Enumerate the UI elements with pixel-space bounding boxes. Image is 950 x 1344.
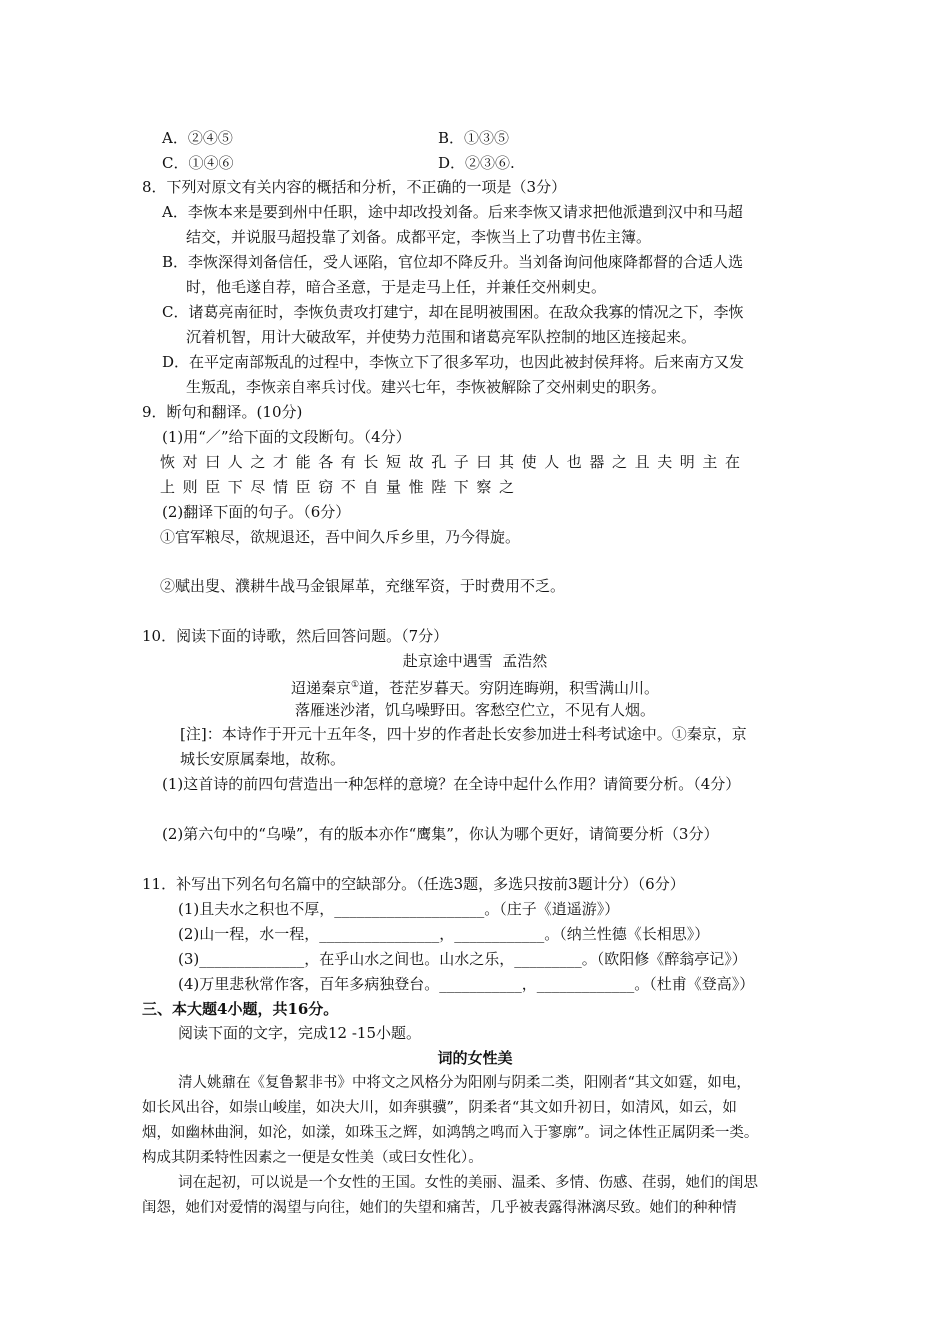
q8-option-d-line1: D．在平定南部叛乱的过程中，李恢立下了很多军功，也因此被封侯拜将。后来南方又发 — [162, 353, 745, 371]
poem-line-1b: 道，苍茫岁暮天。穷阴连晦朔，积雪满山川。 — [359, 679, 660, 697]
q8-option-b-line2: 时，他毛遂自荐，暗合圣意，于是走马上任，并兼任交州刺史。 — [186, 278, 607, 296]
q9-part1-prompt: (1)用“／”给下面的文段断句。（4分） — [162, 428, 411, 446]
section-3-heading: 三、本大题4小题，共16分。 — [142, 1000, 339, 1018]
q9-stem: 9．断句和翻译。(10分) — [142, 403, 303, 421]
essay-title: 词的女性美 — [437, 1049, 513, 1067]
section-3-intro: 阅读下面的文字，完成12 -15小题。 — [178, 1024, 422, 1042]
q11-item-4: (4)万里悲秋常作客，百年多病独登台。___________，_____________。（杜甫《登高》） — [178, 975, 755, 993]
footnote-marker: ① — [350, 680, 360, 690]
poem-note-line1: [注]：本诗作于开元十五年冬，四十岁的作者赴长安参加进士科考试途中。①秦京，京 — [180, 725, 747, 743]
poem-line-1a: 迢递秦京 — [290, 679, 351, 697]
q7-option-b: B．①③⑤ — [438, 129, 510, 147]
q8-option-c-line1: C．诸葛亮南征时，李恢负责攻打建宁，却在昆明被围困。在敌众我寡的情况之下，李恢 — [162, 303, 744, 321]
q9-part2-prompt: (2)翻译下面的句子。（6分） — [162, 503, 351, 521]
q8-stem: 8．下列对原文有关内容的概括和分析，不正确的一项是（3分） — [142, 178, 567, 196]
q9-passage-line2: 上则臣下尽情臣窃不自量惟陛下察之 — [160, 478, 522, 496]
q10-stem: 10．阅读下面的诗歌，然后回答问题。（7分） — [142, 627, 449, 645]
q11-item-2: (2)山一程，水一程，________________，____________。（纳兰性德《长相思》） — [178, 925, 710, 943]
essay-p2-line1: 词在起初，可以说是一个女性的王国。女性的美丽、温柔、多情、伤感、荏弱，她们的闺思 — [178, 1175, 758, 1191]
poem-line-1 — [0, 675, 950, 698]
q10-sub-question-2: (2)第六句中的“乌噪”，有的版本亦作“鹰集”，你认为哪个更好，请简要分析（3分） — [162, 825, 719, 843]
poem-note-line2: 城长安原属秦地，故称。 — [180, 750, 346, 768]
q10-sub-question-1: (1)这首诗的前四句营造出一种怎样的意境？在全诗中起什么作用？请简要分析。（4分） — [162, 775, 741, 793]
q8-option-a-line1: A．李恢本来是要到州中任职，途中却改投刘备。后来李恢又请求把他派遣到汉中和马超 — [162, 203, 743, 221]
poem-line-2: 落雁迷沙渚，饥乌噪野田。客愁空伫立，不见有人烟。 — [294, 701, 655, 719]
q7-option-c: C．①④⑥ — [162, 154, 234, 172]
q9-passage-line1: 恢对曰人之才能各有长短故孔子曰其使人也器之且夫明主在 — [160, 453, 748, 471]
essay-p1-line3: 烟，如幽林曲涧，如沦，如漾，如珠玉之辉，如鸿鹄之鸣而入于寥廓”。词之体性正属阴柔一类。 — [142, 1125, 759, 1141]
q7-option-d: D．②③⑥. — [438, 154, 515, 172]
q8-option-d-line2: 生叛乱，李恢亲自率兵讨伐。建兴七年，李恢被解除了交州刺史的职务。 — [186, 378, 667, 396]
essay-p2-line2: 闺怨，她们对爱情的渴望与向往，她们的失望和痛苦，几乎被表露得淋漓尽致。她们的种种情 — [142, 1200, 737, 1216]
essay-p1-line4: 构成其阴柔特性因素之一便是女性美（或曰女性化）。 — [142, 1150, 483, 1166]
q8-option-b-line1: B．李恢深得刘备信任，受人诬陷，官位却不降反升。当刘备询问他庲降都督的合适人选 — [162, 253, 744, 271]
essay-p1-line1: 清人姚鼐在《复鲁絜非书》中将文之风格分为阳刚与阴柔二类，阳刚者“其文如霆，如电， — [178, 1075, 751, 1091]
essay-p1-line2: 如长风出谷，如崇山峻崖，如决大川，如奔骐骥”，阴柔者“其文如升初日，如清风，如云，如 — [142, 1100, 737, 1116]
q11-item-3: (3)______________，在乎山水之间也。山水之乐，_________。（欧阳修《醉翁亭记》） — [178, 950, 747, 968]
q7-option-a: A．②④⑤ — [162, 129, 233, 147]
q11-item-1: (1)且夫水之积也不厚，____________________。（庄子《逍遥游》） — [178, 900, 620, 918]
q11-stem: 11．补写出下列名句名篇中的空缺部分。（任选3题，多选只按前3题计分）（6分） — [142, 875, 685, 893]
q9-sentence-1: ①官军粮尽，欲规退还，吾中间久斥乡里，乃今得旋。 — [160, 528, 521, 546]
q9-sentence-2: ②赋出叟、濮耕牛战马金银犀革，充继军资，于时费用不乏。 — [160, 577, 566, 595]
q8-option-c-line2: 沉着机智，用计大破敌军，并使势力范围和诸葛亮军队控制的地区连接起来。 — [186, 328, 697, 346]
q8-option-a-line2: 结交，并说服马超投靠了刘备。成都平定，李恢当上了功曹书佐主簿。 — [186, 228, 652, 246]
poem-title: 赴京途中遇雪 孟浩然 — [402, 652, 548, 670]
